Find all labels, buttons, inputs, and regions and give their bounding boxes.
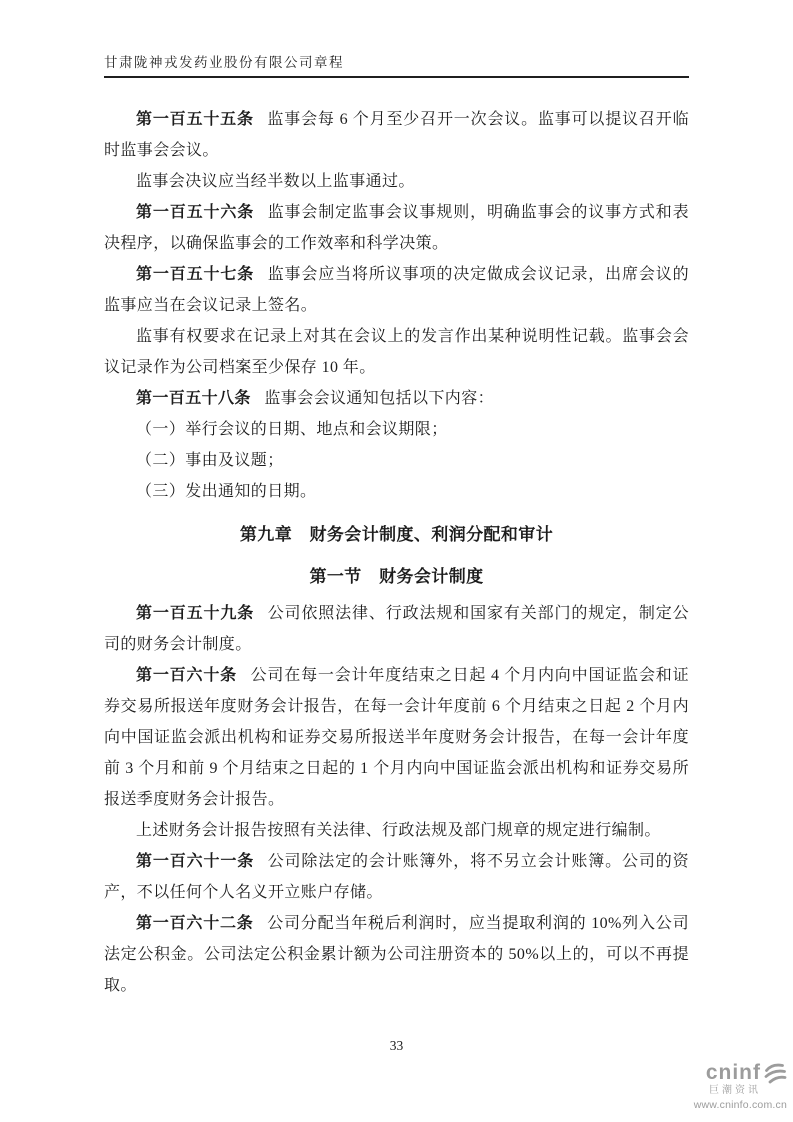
article-text: 监事会每 6 个月至少召开一次会议。监事可以提议召开临时监事会会议。 [104, 111, 689, 159]
chapter-heading: 第九章 财务会计制度、利润分配和审计 [239, 525, 554, 544]
article-number: 第一百六十二条 [136, 915, 254, 932]
article-text: 监事会制定监事会议事规则，明确监事会的议事方式和表决程序，以确保监事会的工作效率和科学决策。 [104, 204, 689, 252]
article-158-paragraph [104, 383, 689, 414]
article-156-paragraph [104, 197, 689, 259]
list-item-3 [104, 476, 689, 507]
body-paragraph [104, 166, 689, 197]
article-text: 公司分配当年税后利润时，应当提取利润的 10%列入公司法定公积金。公司法定公积金累计额为公司注册资本的 50%以上的，可以不再提取。 [104, 915, 689, 994]
list-item-text: （三）发出通知的日期。 [136, 483, 317, 500]
cninfo-url: www.cninfo.com.cn [693, 1098, 787, 1111]
paragraph-text: 监事有权要求在记录上对其在会议上的发言作出某种说明性记载。监事会会议记录作为公司档案至少保存 10 年。 [104, 328, 689, 376]
article-number: 第一百六十一条 [136, 853, 255, 870]
body-paragraph [104, 815, 689, 846]
cninfo-brand-text: cninf [705, 1061, 761, 1084]
article-157-paragraph [104, 259, 689, 321]
cninfo-brand-row [694, 1062, 787, 1084]
section-heading: 第一节 财务会计制度 [309, 567, 484, 586]
article-162-paragraph [104, 908, 689, 1001]
document-title: 甘肃陇神戎发药业股份有限公司章程 [104, 51, 689, 78]
cninfo-swirl-icon [763, 1062, 787, 1084]
article-number: 第一百六十条 [136, 667, 237, 684]
cninfo-watermark [694, 1062, 787, 1111]
article-number: 第一百五十六条 [136, 204, 255, 221]
article-text: 公司除法定的会计账簿外，将不另立会计账簿。公司的资产，不以任何个人名义开立账户存储。 [104, 853, 689, 901]
article-number: 第一百五十八条 [136, 390, 251, 407]
cninfo-chinese-name: 巨潮资讯 [709, 1084, 761, 1096]
article-159-paragraph [104, 598, 689, 660]
list-item-2 [104, 445, 689, 476]
article-160-paragraph [104, 660, 689, 815]
page-header [104, 0, 689, 78]
list-item-1 [104, 414, 689, 445]
article-text: 监事会会议通知包括以下内容： [264, 390, 495, 407]
article-text: 公司依照法律、行政法规和国家有关部门的规定，制定公司的财务会计制度。 [104, 605, 689, 653]
article-number: 第一百五十九条 [136, 605, 255, 622]
article-155-paragraph [104, 104, 689, 166]
list-item-text: （二）事由及议题； [136, 452, 284, 469]
article-number: 第一百五十五条 [136, 111, 254, 128]
article-text: 公司在每一会计年度结束之日起 4 个月内向中国证监会和证券交易所报送年度财务会计报告，在每一会计年度前 6 个月结束之日起 2 个月内向中国证监会派出机构和证券交易所报送半年度财务会计报告，在每一会计年度前 3 个月和前 9 个月结束之日起的 1 个月内向中国证监会派出机构和证券交易所报送季度财务会计报告。 [104, 667, 690, 808]
page-number: 33 [389, 1038, 404, 1053]
article-text: 监事会应当将所议事项的决定做成会议记录，出席会议的监事应当在会议记录上签名。 [104, 266, 689, 314]
paragraph-text: 上述财务会计报告按照有关法律、行政法规及部门规章的规定进行编制。 [136, 822, 661, 839]
article-number: 第一百五十七条 [136, 266, 255, 283]
article-161-paragraph [104, 846, 689, 908]
list-item-text: （一）举行会议的日期、地点和会议期限； [136, 421, 448, 438]
body-paragraph [104, 321, 689, 383]
document-body [104, 104, 689, 1001]
paragraph-text: 监事会决议应当经半数以上监事通过。 [136, 173, 415, 190]
